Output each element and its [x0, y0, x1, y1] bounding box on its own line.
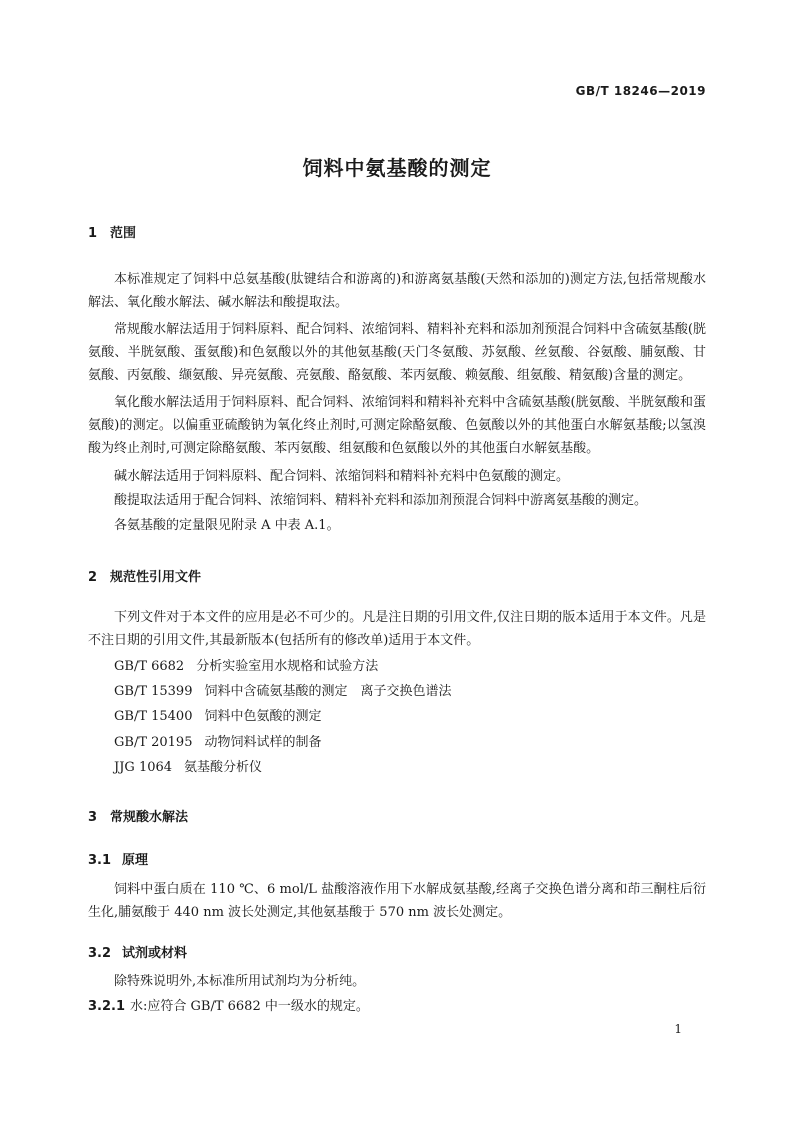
reference-title: 饲料中含硫氨基酸的测定 离子交换色谱法 — [204, 684, 452, 699]
reference-title: 氨基酸分析仪 — [184, 760, 263, 775]
reference-item — [114, 756, 262, 779]
reagents-paragraph: 除特殊说明外,本标准所用试剂均为分析纯。 — [114, 974, 366, 989]
section-title: 规范性引用文件 — [110, 570, 202, 585]
reference-title: 饲料中色氨酸的测定 — [204, 709, 322, 724]
subsection-3-1-heading — [88, 849, 148, 868]
reference-item — [114, 680, 452, 703]
subsection-title: 试剂或材料 — [122, 946, 188, 961]
subsection-number: 3.1 — [88, 853, 112, 868]
references-intro: 下列文件对于本文件的应用是必不可少的。凡是注日期的引用文件,仅注日期的版本适用于本文件。凡是不注日期的引用文件,其最新版本(包括所有的修改单)适用于本文件。 — [88, 610, 706, 648]
reference-code: GB/T 20195 — [114, 735, 193, 750]
reference-item — [114, 655, 378, 678]
document-title: 饲料中氨基酸的测定 — [302, 156, 492, 180]
section-2-heading — [88, 566, 201, 585]
reference-code: GB/T 15399 — [114, 684, 193, 699]
section-title: 范围 — [110, 226, 137, 241]
section-number: 2 — [88, 570, 98, 585]
principle-paragraph: 饲料中蛋白质在 110 ℃、6 mol/L 盐酸溶液作用下水解成氨基酸,经离子交换色谱分离和茚三酮柱后衍生化,脯氨酸于 440 nm 波长处测定,其他氨基酸于 570 nm 波长处测定。 — [88, 882, 706, 920]
subsection-number: 3.2 — [88, 946, 112, 961]
scope-paragraph: 常规酸水解法适用于饲料原料、配合饲料、浓缩饲料、精料补充料和添加剂预混合饲料中含硫氨基酸(胱氨酸、半胱氨酸、蛋氨酸)和色氨酸以外的其他氨基酸(天门冬氨酸、苏氨酸、丝氨酸、谷氨酸、脯氨酸、甘氨酸、丙氨酸、缬氨酸、异亮氨酸、亮氨酸、酪氨酸、苯丙氨酸、赖氨酸、组氨酸、精氨酸)含量的测定。 — [88, 322, 706, 383]
scope-paragraph: 碱水解法适用于饲料原料、配合饲料、浓缩饲料和精料补充料中色氨酸的测定。 — [114, 469, 570, 484]
subsection-3-2-heading — [88, 942, 187, 961]
scope-paragraph: 氧化酸水解法适用于饲料原料、配合饲料、浓缩饲料和精料补充料中含硫氨基酸(胱氨酸、半胱氨酸和蛋氨酸)的测定。以偏重亚硫酸钠为氧化终止剂时,可测定除酪氨酸、色氨酸以外的其他蛋白水解氨基酸;以氢溴酸为终止剂时,可测定除酪氨酸、苯丙氨酸、组氨酸和色氨酸以外的其他蛋白水解氨基酸。 — [88, 395, 706, 456]
section-number: 3 — [88, 810, 98, 825]
reference-code: GB/T 15400 — [114, 709, 193, 724]
reference-item — [114, 731, 322, 754]
standard-code: GB/T 18246—2019 — [575, 84, 706, 98]
section-title: 常规酸水解法 — [110, 810, 189, 825]
section-number: 1 — [88, 226, 98, 241]
reference-code: GB/T 6682 — [114, 659, 185, 674]
reference-code: JJG 1064 — [114, 760, 173, 775]
scope-paragraph: 各氨基酸的定量限见附录 A 中表 A.1。 — [114, 518, 340, 533]
scope-paragraph: 酸提取法适用于配合饲料、浓缩饲料、精料补充料和添加剂预混合饲料中游离氨基酸的测定。 — [114, 493, 648, 508]
reference-item — [114, 705, 322, 728]
clause-number: 3.2.1 — [88, 999, 126, 1014]
reference-title: 分析实验室用水规格和试验方法 — [196, 659, 379, 674]
scope-paragraph: 本标准规定了饲料中总氨基酸(肽键结合和游离的)和游离氨基酸(天然和添加的)测定方法,包括常规酸水解法、氧化酸水解法、碱水解法和酸提取法。 — [88, 272, 706, 310]
section-1-heading — [88, 222, 136, 241]
page-number: 1 — [674, 1022, 682, 1036]
clause-text: 水:应符合 GB/T 6682 中一级水的规定。 — [130, 999, 369, 1014]
section-3-heading — [88, 806, 188, 825]
reference-title: 动物饲料试样的制备 — [204, 735, 322, 750]
clause-3-2-1 — [88, 995, 369, 1018]
subsection-title: 原理 — [122, 853, 149, 868]
